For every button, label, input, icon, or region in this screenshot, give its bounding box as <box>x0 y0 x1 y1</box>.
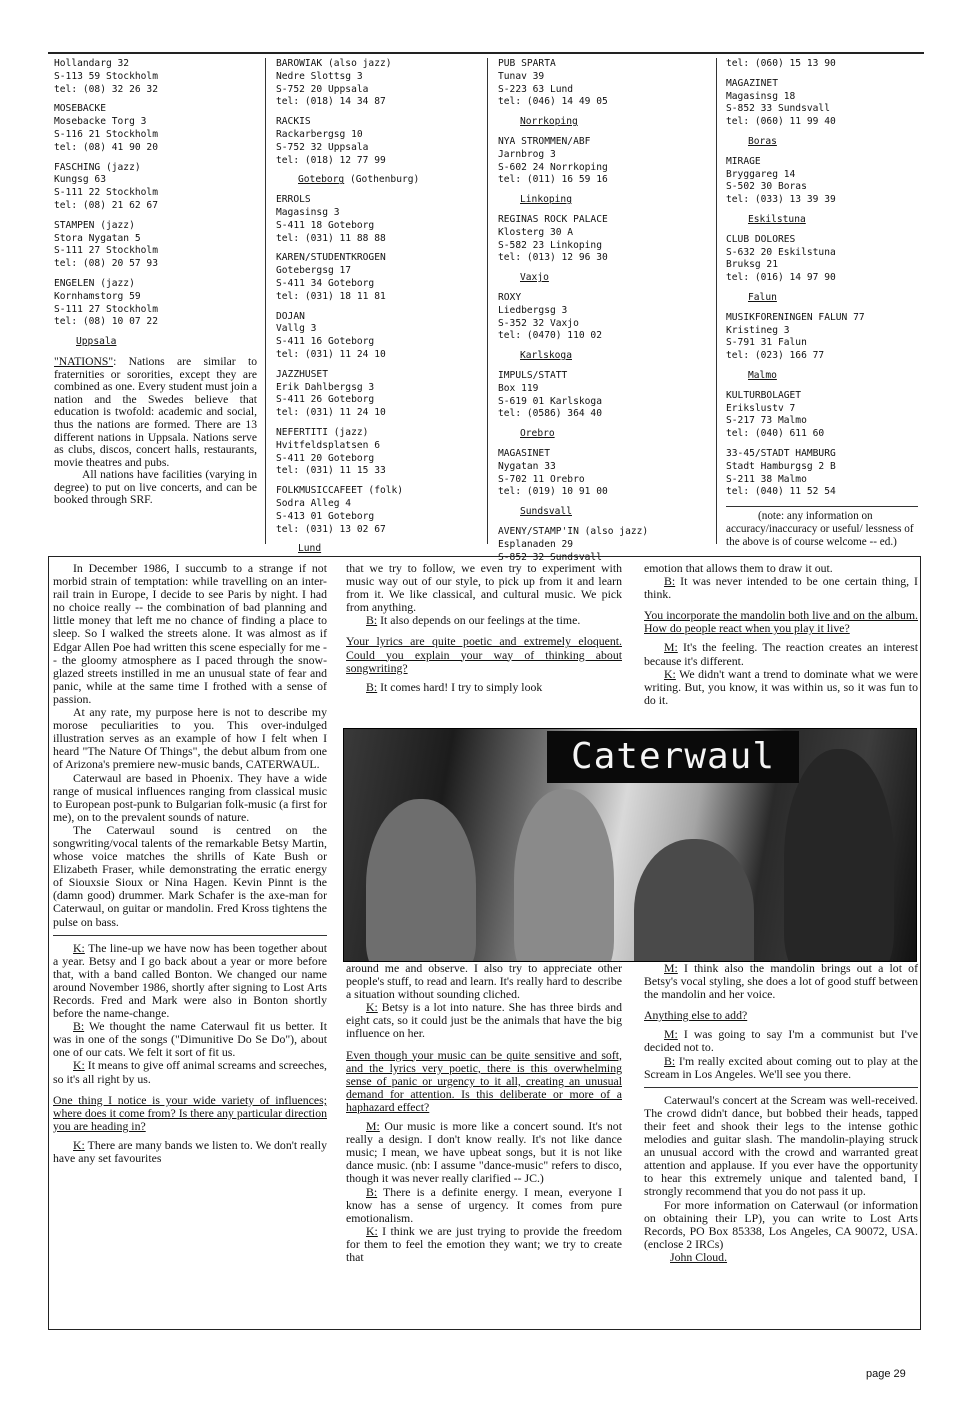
venue-line: IMPULS/STATT <box>498 369 568 381</box>
article-paragraph <box>346 1001 622 1040</box>
paragraph-text: We didn't want a trend to dominate what we were writing. But, you know, it was within us, so it was fun to do it. <box>644 666 918 707</box>
venue-line: tel: (018) 12 77 99 <box>276 154 386 166</box>
interview-question: Your lyrics are quite poetic and extremely eloquent. Could you explain your way of thinking about songwriting? <box>346 634 622 675</box>
venue-line: Rackarbergsg 10 <box>276 128 363 140</box>
paragraph-text: It also depends on our feelings at the time. <box>377 613 581 628</box>
directory-column-3 <box>498 58 708 571</box>
article-paragraph <box>346 681 622 694</box>
paragraph-text: Our music is more like a concert sound. It's not really a design. I don't know really. It's not like dance music; I mean, we have upbeat songs, but it is not like dance music. (nb: I assume "dance-music" refers to disco, though it was never really clarified -- JC.) <box>346 1119 622 1186</box>
venue-line: Vallg 3 <box>276 323 317 335</box>
venue-line: tel: (031) 11 88 88 <box>276 232 386 244</box>
venue-entry <box>726 312 924 363</box>
paragraph-text: I'm really excited about coming out to play at the Scream in Los Angeles. We'll see you there. <box>644 1053 918 1081</box>
venue-entry <box>498 448 708 499</box>
venue-line: S-602 24 Norrkoping <box>498 161 608 173</box>
top-rule <box>48 52 924 54</box>
venue-line: S-352 32 Vaxjo <box>498 317 579 329</box>
paragraph-text: The Caterwaul sound is centred on the songwriting/vocal talents of the remarkable Betsy Martin, whose voice matches the shrills of Kate Bush or Elizabeth Fraser, while demonstrating the erratic energy of Siouxsie Sioux or Nina Hagen. Kevin Pinnt is the (damn good) drummer. Mark Schafer is the axe-man for Caterwaul, on guitar or mandolin. Fred Kross tightens the pulse on bass. <box>53 822 327 929</box>
section-rule <box>53 935 327 936</box>
article-column-2-top <box>346 562 622 694</box>
article-paragraph <box>53 1020 327 1059</box>
venue-entry <box>726 156 924 207</box>
venue-entry <box>54 103 262 154</box>
article-paragraph <box>346 614 622 627</box>
venue-line: S-702 11 Orebro <box>498 473 585 485</box>
venue-line: FOLKMUSICCAFEET (folk) <box>276 485 404 497</box>
venue-entry <box>498 58 708 109</box>
interview-question: One thing I notice is your wide variety of influences; where does it come from? Is there any particular direction you are heading in? <box>53 1092 327 1133</box>
paragraph-text: For more information on Caterwaul (or information on obtaining their LP), you can write to Lost Arts Records, PO Box 85338, Los Angeles, CA 90072, USA. (enclose 2 IRCs) <box>644 1197 918 1251</box>
venue-line: Esplanaden 29 <box>498 538 574 550</box>
paragraph-text: We thought the name Caterwaul fit us better. It was in one of the songs ("Dimunitive Do Se Do"), about one of our cats. We felt it sort of fit us. <box>53 1019 327 1060</box>
speaker-initial: M: <box>664 640 678 655</box>
speaker-initial: M: <box>664 1027 678 1042</box>
venue-line: CLUB DOLORES <box>726 233 796 245</box>
venue-entry <box>276 369 481 420</box>
page-number: page 29 <box>866 1368 906 1380</box>
venue-entry <box>276 116 481 167</box>
venue-entry <box>54 162 262 213</box>
venue-line: Kornhamstorg 59 <box>54 290 141 302</box>
city-name: Goteborg <box>298 174 345 186</box>
venue-line: MIRAGE <box>726 155 761 167</box>
venue-entry <box>276 194 481 245</box>
venue-line: S-582 23 Linkoping <box>498 239 602 251</box>
venue-line: Jarnbrog 3 <box>498 148 556 160</box>
city-heading: Eskilstuna <box>748 213 806 225</box>
venue-entry <box>726 58 924 71</box>
paragraph-text: There is a definite energy. I mean, everyone I know has a sense of urgency. It comes from pure emotionalism. <box>346 1184 622 1225</box>
venue-line: S-116 21 Stockholm <box>54 128 158 140</box>
venue-line: REGINAS ROCK PALACE <box>498 213 608 225</box>
venue-line: tel: (08) 41 90 20 <box>54 141 158 153</box>
speaker-initial: B: <box>664 1053 676 1068</box>
speaker-initial: K: <box>73 1058 85 1073</box>
venue-line: S-113 59 Stockholm <box>54 70 158 82</box>
venue-line: Hvitfeldsplatsen 6 <box>276 439 380 451</box>
venue-line: S-223 63 Lund <box>498 83 574 95</box>
speaker-initial: K: <box>73 1137 85 1152</box>
nations-paragraph-2: All nations have facilities (varying in degree) to put on live concerts, and can be booked through SRF. <box>54 468 257 507</box>
article-column-2-bottom <box>346 962 622 1264</box>
venue-line: S-752 20 Uppsala <box>276 83 369 95</box>
article-paragraph: that we try to follow, we even try to experiment with music way out of our style, to pick up from it and learn from it. We like classical, and cultural music. We pick from anything. <box>346 561 622 615</box>
venue-entry <box>726 448 924 499</box>
paragraph-text: There are many bands we listen to. We don't really have any set favourites <box>53 1137 327 1166</box>
venue-line: tel: (016) 14 97 90 <box>726 272 836 284</box>
venue-line: S-111 27 Stockholm <box>54 303 158 315</box>
paragraph-text: It comes hard! I try to simply look <box>377 679 543 694</box>
article-column-3-top <box>644 562 918 707</box>
venue-line: AVENY/STAMP'IN (also jazz) <box>498 525 649 537</box>
venue-line: tel: (011) 16 59 16 <box>498 174 608 186</box>
venue-line: PUB SPARTA <box>498 58 556 69</box>
city-heading: Malmo <box>748 369 777 381</box>
venue-line: S-619 01 Karlskoga <box>498 395 602 407</box>
venue-line: tel: (031) 11 24 10 <box>276 407 386 419</box>
venue-line: Kristineg 3 <box>726 324 790 336</box>
venue-line: Bryggareg 14 <box>726 168 796 180</box>
venue-line: Sodra Alleg 4 <box>276 497 352 509</box>
city-heading: Karlskoga <box>520 350 572 362</box>
paragraph-text: It means to give off animal screams and screeches, so it's all right by us. <box>53 1058 327 1086</box>
venue-line: S-411 26 Goteborg <box>276 394 375 406</box>
article-paragraph <box>346 1225 622 1264</box>
venue-line: MUSIKFORENINGEN FALUN 77 <box>726 311 865 323</box>
venue-line: tel: (0470) 110 02 <box>498 330 602 342</box>
venue-line: MAGAZINET <box>726 77 778 89</box>
speaker-initial: M: <box>366 1119 380 1134</box>
interview-question: Anything else to add? <box>644 1008 748 1023</box>
paragraph-text: I think we are just trying to provide the freedom for them to feel the emotion they want; we try to create that <box>346 1223 622 1264</box>
column-divider <box>487 58 488 544</box>
venue-line: Box 119 <box>498 382 539 394</box>
article-paragraph <box>644 1094 918 1199</box>
venue-entry <box>276 311 481 362</box>
venue-line: tel: (040) 611 60 <box>726 428 825 440</box>
venue-line: Magasinsg 3 <box>276 206 340 218</box>
nations-text: : Nations are similar to fraternities or sororities, except they are combined as one. Every student must join a nation and the Swedes believe that education is twofold: academic and social, thus the nations are formed. There are 13 different nations in Uppsala. Nations serve as clubs, discos, concert halls, restaurants, movie theatres and pubs. <box>54 354 257 469</box>
section-rule <box>644 1087 918 1088</box>
venue-line: tel: (031) 11 24 10 <box>276 348 386 360</box>
venue-line: Nygatan 33 <box>498 460 556 472</box>
speaker-initial: K: <box>664 666 676 681</box>
venue-line: tel: (08) 20 57 93 <box>54 258 158 270</box>
venue-line: tel: (0586) 364 40 <box>498 408 602 420</box>
venue-line: S-502 30 Boras <box>726 181 807 193</box>
venue-line: Tunav 39 <box>498 70 545 82</box>
venue-line: ERROLS <box>276 194 311 206</box>
venue-line: tel: (08) 21 62 67 <box>54 199 158 211</box>
venue-entry <box>54 278 262 329</box>
article-paragraph <box>53 1139 327 1165</box>
venue-line: tel: (023) 166 77 <box>726 350 825 362</box>
venue-line: FASCHING (jazz) <box>54 161 141 173</box>
article-paragraph <box>346 1186 622 1225</box>
venue-line: Klosterg 30 A <box>498 226 574 238</box>
venue-line: 33-45/STADT HAMBURG <box>726 447 836 459</box>
venue-line: S-413 01 Goteborg <box>276 510 375 522</box>
venue-line: S-752 32 Uppsala <box>276 141 369 153</box>
city-heading <box>298 174 481 187</box>
venue-entry <box>726 234 924 285</box>
venue-line: JAZZHUSET <box>276 368 328 380</box>
venue-entry <box>276 427 481 478</box>
venue-line: STAMPEN (jazz) <box>54 219 135 231</box>
venue-line: tel: (040) 11 52 54 <box>726 486 836 498</box>
speaker-initial: B: <box>366 613 378 628</box>
article-paragraph <box>346 1120 622 1185</box>
city-heading: Linkoping <box>520 194 572 206</box>
article-paragraph <box>53 562 327 706</box>
venue-entry <box>276 252 481 303</box>
venue-entry <box>276 485 481 536</box>
venue-line: S-852 32 Sundsvall <box>498 551 602 563</box>
venue-entry <box>498 370 708 421</box>
city-heading: Boras <box>748 135 777 147</box>
venue-line: tel: (018) 14 34 87 <box>276 96 386 108</box>
article-paragraph <box>644 962 918 1001</box>
column-divider <box>716 58 717 544</box>
speaker-initial: B: <box>73 1019 85 1034</box>
article-paragraph <box>53 706 327 771</box>
venue-line: Hollandarg 32 <box>54 58 130 69</box>
venue-line: S-632 20 Eskilstuna <box>726 246 836 258</box>
venue-entry <box>726 390 924 441</box>
signature: John Cloud. <box>670 1249 728 1264</box>
venue-line: MAGASINET <box>498 447 550 459</box>
venue-line: Bruksg 21 <box>726 259 778 271</box>
venue-line: S-211 38 Malmo <box>726 473 807 485</box>
city-heading: Norrkoping <box>520 116 578 128</box>
venue-line: Erik Dahlbergsg 3 <box>276 381 375 393</box>
venue-line: ROXY <box>498 291 522 303</box>
venue-line: KULTURBOLAGET <box>726 389 802 401</box>
paragraph-text: The line-up we have now has been together about a year. Betsy and I go back about a year or more before that, with a band called Bonton. We changed our name around November 1986, shortly after signing to Lost Arts Records. Fred and Mark were also in Bonton shortly before the name-change. <box>53 940 327 1021</box>
venue-line: S-411 20 Goteborg <box>276 452 375 464</box>
venue-line: ENGELEN (jazz) <box>54 277 135 289</box>
paragraph-text: It was never intended to be one certain thing, I think. <box>644 574 918 602</box>
venue-line: S-791 31 Falun <box>726 337 807 349</box>
directory-column-1 <box>54 58 262 507</box>
venue-line: tel: (060) 11 99 40 <box>726 116 836 128</box>
interview-question: Even though your music can be quite sensitive and soft, and the lyrics very poetic, there is this overwhelming sense of panic or urgency to it all, creating an unusual demand for attention. Is this deliberate or more of a haphazard effect? <box>346 1047 622 1114</box>
venue-entry <box>498 136 708 187</box>
venue-line: tel: (031) 18 11 81 <box>276 290 386 302</box>
venue-line: S-411 18 Goteborg <box>276 219 375 231</box>
city-heading: Vaxjo <box>520 272 549 284</box>
speaker-initial: B: <box>366 1184 378 1199</box>
speaker-initial: K: <box>366 1000 378 1015</box>
venue-line: Liedbergsg 3 <box>498 304 568 316</box>
paragraph-text: I think also the mandolin brings out a lot of Betsy's vocal styling, she does a lot of good stuff between the mandolin and her voice. <box>644 961 918 1002</box>
column-divider <box>265 58 266 544</box>
article-paragraph: emotion that allows them to draw it out. <box>644 561 833 575</box>
venue-entry <box>54 58 262 96</box>
paragraph-text: It's the feeling. The reaction creates an interest because it's different. <box>644 640 918 668</box>
article-paragraph <box>644 1199 918 1251</box>
article-paragraph <box>53 824 327 929</box>
city-heading: Orebro <box>520 428 555 440</box>
venue-entry <box>498 292 708 343</box>
directory-column-2 <box>276 58 481 563</box>
venue-line: Stora Nygatan 5 <box>54 232 141 244</box>
venue-line: tel: (031) 11 15 33 <box>276 465 386 477</box>
city-heading: Falun <box>748 291 777 303</box>
paragraph-text: Caterwaul are based in Phoenix. They have a wide range of musical influences ranging from classical music to European post-punk to Bulgarian folk-music (a first for me), on to the prevalent sounds of nature. <box>53 770 327 824</box>
article-paragraph <box>644 1055 918 1081</box>
nations-label: "NATIONS" <box>54 354 114 368</box>
speaker-initial: B: <box>366 679 378 694</box>
venue-line: NYA STROMMEN/ABF <box>498 135 591 147</box>
city-heading: Sundsvall <box>520 506 572 518</box>
venue-entry <box>726 78 924 129</box>
editor-note: (note: any information on accuracy/inaccuracy or useful/ lessness of the above is of course welcome -- ed.) <box>726 506 918 548</box>
venue-line: tel: (033) 13 39 39 <box>726 194 836 206</box>
venue-line: Magasinsg 18 <box>726 90 796 102</box>
article-paragraph <box>53 772 327 824</box>
venue-entry <box>54 220 262 271</box>
article-paragraph <box>644 575 918 601</box>
speaker-initial: M: <box>664 961 678 975</box>
venue-line: Gotebergsg 17 <box>276 265 352 277</box>
venue-line: S-217 73 Malmo <box>726 415 807 427</box>
directory-column-4 <box>726 58 924 549</box>
band-name-banner: Caterwaul <box>547 731 799 783</box>
city-note: (Gothenburg) <box>344 174 420 186</box>
article-paragraph <box>644 1028 918 1054</box>
venue-line: tel: (019) 10 91 00 <box>498 486 608 498</box>
speaker-initial: B: <box>664 574 676 589</box>
venue-line: Erikslustv 7 <box>726 402 796 414</box>
venue-line: NEFERTITI (jazz) <box>276 426 369 438</box>
article-column-1 <box>53 562 327 1165</box>
paragraph-text: Betsy is a lot into nature. She has three birds and eight cats, so it could just be the animals that have the big influence on her. <box>346 1000 622 1041</box>
city-heading: Uppsala <box>76 336 117 348</box>
speaker-initial: K: <box>366 1223 378 1238</box>
paragraph-text: I was going to say I'm a communist but I've decided not to. <box>644 1027 918 1055</box>
venue-line: S-852 33 Sundsvall <box>726 103 830 115</box>
venue-line: MOSEBACKE <box>54 103 106 115</box>
venue-line: S-411 16 Goteborg <box>276 336 375 348</box>
article-paragraph <box>53 942 327 1021</box>
venue-line: S-411 34 Goteborg <box>276 277 375 289</box>
paragraph-text: Caterwaul's concert at the Scream was well-received. The crowd didn't dance, but bobbed their heads, tapped their feet and shook their legs to the intense gothic melodies and guitar slash. The mandolin-playing struck an unusual accord with the crowd and warranted great attention and applause. If you ever have the opportunity to hear this extremely unique and talented band, I strongly recommend that you do not pass it up. <box>644 1092 918 1199</box>
paragraph-text: In December 1986, I succumb to a strange if not morbid strain of temptation: while travelling on an inter-rail train in Europe, I decide to see Paris by night. I had no choice really -- the combination of bad planning and little money that left me no chance of finding a place to sleep. So I walked the streets alone. It was almost as if Edgar Allen Poe had written this scene especially for me -- the gloomy atmosphere as I paced through the snow-glazed streets instilled in me an unusual state of fear and panic, while at the same time I frothed with a sense of passion. <box>53 561 327 706</box>
city-heading: Lund <box>298 543 322 555</box>
venue-line: RACKIS <box>276 116 311 128</box>
venue-line: tel: (08) 10 07 22 <box>54 316 158 328</box>
venue-line: KAREN/STUDENTKROGEN <box>276 252 386 264</box>
venue-entry <box>498 214 708 265</box>
venue-line: Mosebacke Torg 3 <box>54 116 147 128</box>
venue-line: Kungsg 63 <box>54 174 106 186</box>
speaker-initial: K: <box>73 940 85 955</box>
venue-line: S-111 27 Stockholm <box>54 245 158 257</box>
venue-line: BAROWIAK (also jazz) <box>276 58 392 69</box>
venue-line: DOJAN <box>276 310 305 322</box>
venue-entry <box>276 58 481 109</box>
venue-line: S-111 22 Stockholm <box>54 187 158 199</box>
venue-line: tel: (046) 14 49 05 <box>498 96 608 108</box>
paragraph-text: At any rate, my purpose here is not to describe my morose peculiarities to you. This over-indulged illustration serves as an example of how I felt when I heard "The Nature Of Things", the debut album from one of Arizona's premiere new-music bands, CATERWAUL. <box>53 705 327 772</box>
interview-question: You incorporate the mandolin both live and on the album. How do people react when you play it live? <box>644 608 918 636</box>
article-paragraph: around me and observe. I also try to appreciate other people's stuff, to read and learn. It's really hard to describe a situation without sounding cliched. <box>346 961 622 1002</box>
article-paragraph <box>53 1059 327 1085</box>
nations-paragraph <box>54 356 257 469</box>
venue-line: tel: (060) 15 13 90 <box>726 58 836 69</box>
venue-line: tel: (08) 32 26 32 <box>54 83 158 95</box>
venue-line: tel: (013) 12 96 30 <box>498 252 608 264</box>
venue-line: Nedre Slottsg 3 <box>276 70 363 82</box>
venue-line: Stadt Hamburgsg 2 B <box>726 460 836 472</box>
article-paragraph <box>644 641 918 667</box>
article-column-3-bottom <box>644 962 918 1264</box>
article-paragraph <box>644 668 918 707</box>
venue-line: tel: (031) 13 02 67 <box>276 523 386 535</box>
